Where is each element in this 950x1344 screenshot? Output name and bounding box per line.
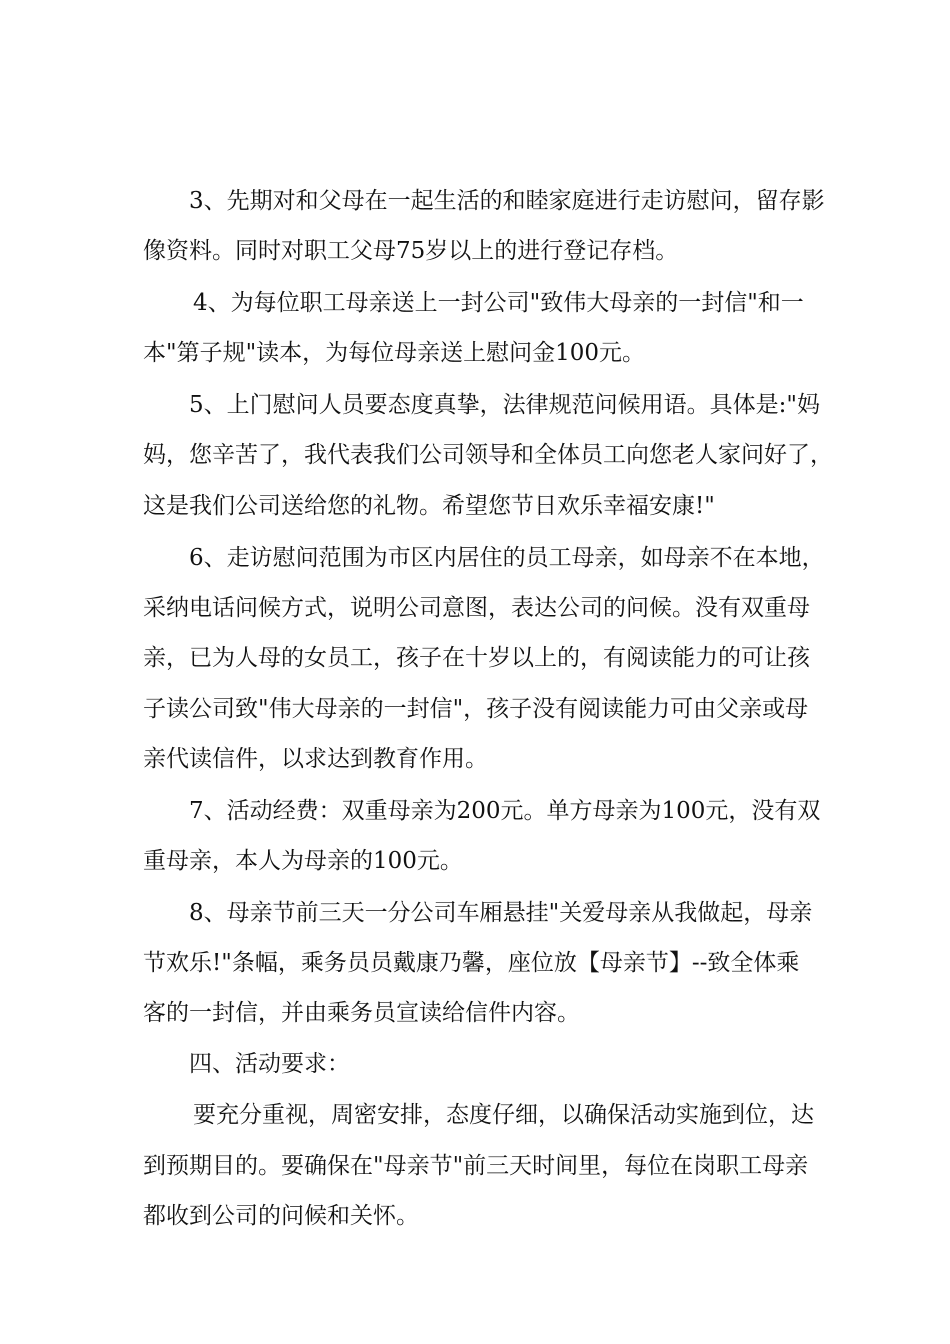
text-line: 5、上门慰问人员要态度真挚，法律规范问候用语。具体是:"妈: [189, 392, 820, 418]
text-line: 重母亲，本人为母亲的100元。: [143, 848, 463, 874]
text-line: 节欢乐!"条幅，乘务员员戴康乃馨，座位放【母亲节】--致全体乘: [143, 950, 800, 976]
text-line: 3、先期对和父母在一起生活的和睦家庭进行走访慰问，留存影: [189, 188, 825, 214]
text-line: 这是我们公司送给您的礼物。希望您节日欢乐幸福安康!": [143, 493, 715, 519]
text-line: 到预期目的。要确保在"母亲节"前三天时间里，每位在岗职工母亲: [143, 1153, 809, 1179]
section-heading: 四、活动要求：: [189, 1051, 350, 1077]
text-line: 像资料。同时对职工父母75岁以上的进行登记存档。: [143, 238, 679, 264]
text-line: 子读公司致"伟大母亲的一封信"，孩子没有阅读能力可由父亲或母: [143, 696, 809, 722]
text-line: 亲，已为人母的女员工，孩子在十岁以上的，有阅读能力的可让孩: [143, 645, 810, 671]
text-line: 7、活动经费：双重母亲为200元。单方母亲为100元，没有双: [189, 798, 821, 824]
text-line: 都收到公司的问候和关怀。: [143, 1203, 419, 1229]
text-line: 6、走访慰问范围为市区内居住的员工母亲，如母亲不在本地，: [189, 545, 825, 571]
text-line: 妈，您辛苦了，我代表我们公司领导和全体员工向您老人家问好了，: [143, 442, 833, 468]
text-line: 要充分重视，周密安排，态度仔细，以确保活动实施到位，达: [193, 1102, 814, 1128]
text-line: 本"第子规"读本，为每位母亲送上慰问金100元。: [143, 340, 646, 366]
text-line: 客的一封信，并由乘务员宣读给信件内容。: [143, 1000, 580, 1026]
text-line: 亲代读信件，以求达到教育作用。: [143, 746, 488, 772]
text-line: 8、母亲节前三天一分公司车厢悬挂"关爱母亲从我做起，母亲: [189, 900, 813, 926]
text-line: 4、为每位职工母亲送上一封公司"致伟大母亲的一封信"和一: [193, 290, 804, 316]
text-line: 采纳电话问候方式，说明公司意图，表达公司的问候。没有双重母: [143, 595, 810, 621]
